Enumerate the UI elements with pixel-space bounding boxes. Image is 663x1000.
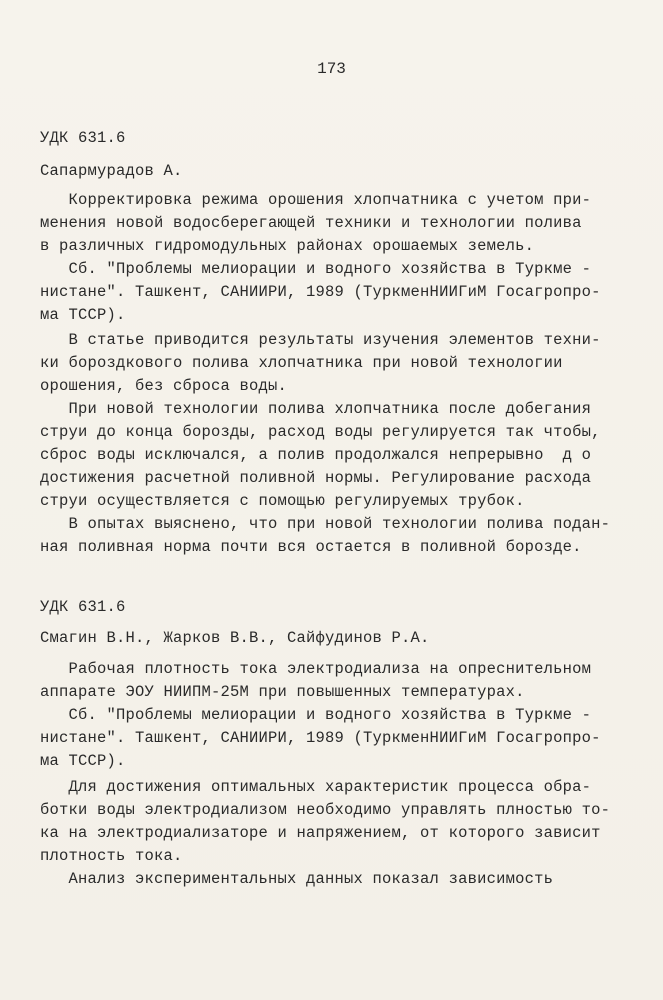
udc-code: УДК 631.6 — [40, 129, 126, 147]
source-line: нистане". Ташкент, САНИИРИ, 1989 (ТуркменНИИГиМ Госагропро- — [40, 729, 601, 747]
abstract-line: ботки воды электродиализом необходимо управлять плностью то- — [40, 801, 611, 819]
abstract-line: струи осуществляется с помощью регулируемых трубок. — [40, 492, 525, 510]
source-line: ма ТССР). — [40, 752, 126, 770]
title-line: Рабочая плотность тока электродиализа на опреснительном — [40, 660, 592, 678]
abstract-line: ная поливная норма почти вся остается в поливной борозде. — [40, 538, 582, 556]
abstract-line: ка на электродиализаторе и напряжением, от которого зависит — [40, 824, 601, 842]
authors: Смагин В.Н., Жарков В.В., Сайфудинов Р.А. — [40, 629, 430, 647]
abstract-line: В статье приводится результаты изучения элементов техни- — [40, 331, 601, 349]
abstract-line: сброс воды исключался, а полив продолжался непрерывно д о — [40, 446, 592, 464]
abstract-line: При новой технологии полива хлопчатника после добегания — [40, 400, 592, 418]
abstract-line: ки бороздкового полива хлопчатника при новой технологии — [40, 354, 563, 372]
abstract-line: Для достижения оптимальных характеристик процесса обра- — [40, 778, 592, 796]
abstract-line: Анализ экспериментальных данных показал зависимость — [40, 870, 554, 888]
abstract-line: достижения расчетной поливной нормы. Регулирование расхода — [40, 469, 592, 487]
source-line: ма ТССР). — [40, 306, 126, 324]
udc-code: УДК 631.6 — [40, 598, 126, 616]
title-line: Корректировка режима орошения хлопчатника с учетом при- — [40, 191, 592, 209]
page-number: 173 — [317, 60, 346, 78]
abstract-line: В опытах выяснено, что при новой технологии полива подан- — [40, 515, 611, 533]
authors: Сапармурадов А. — [40, 162, 183, 180]
abstract-line: плотность тока. — [40, 847, 183, 865]
title-line: аппарате ЭОУ НИИПМ-25М при повышенных температурах. — [40, 683, 525, 701]
source-line: Сб. "Проблемы мелиорации и водного хозяйства в Туркме - — [40, 706, 592, 724]
abstract-line: орошения, без сброса воды. — [40, 377, 288, 395]
source-line: нистане". Ташкент, САНИИРИ, 1989 (ТуркменНИИГиМ Госагропро- — [40, 283, 601, 301]
source-line: Сб. "Проблемы мелиорации и водного хозяйства в Туркме - — [40, 260, 592, 278]
title-line: в различных гидромодульных районах орошаемых земель. — [40, 237, 535, 255]
abstract-line: струи до конца борозды, расход воды регулируется так чтобы, — [40, 423, 601, 441]
title-line: менения новой водосберегающей техники и технологии полива — [40, 214, 582, 232]
